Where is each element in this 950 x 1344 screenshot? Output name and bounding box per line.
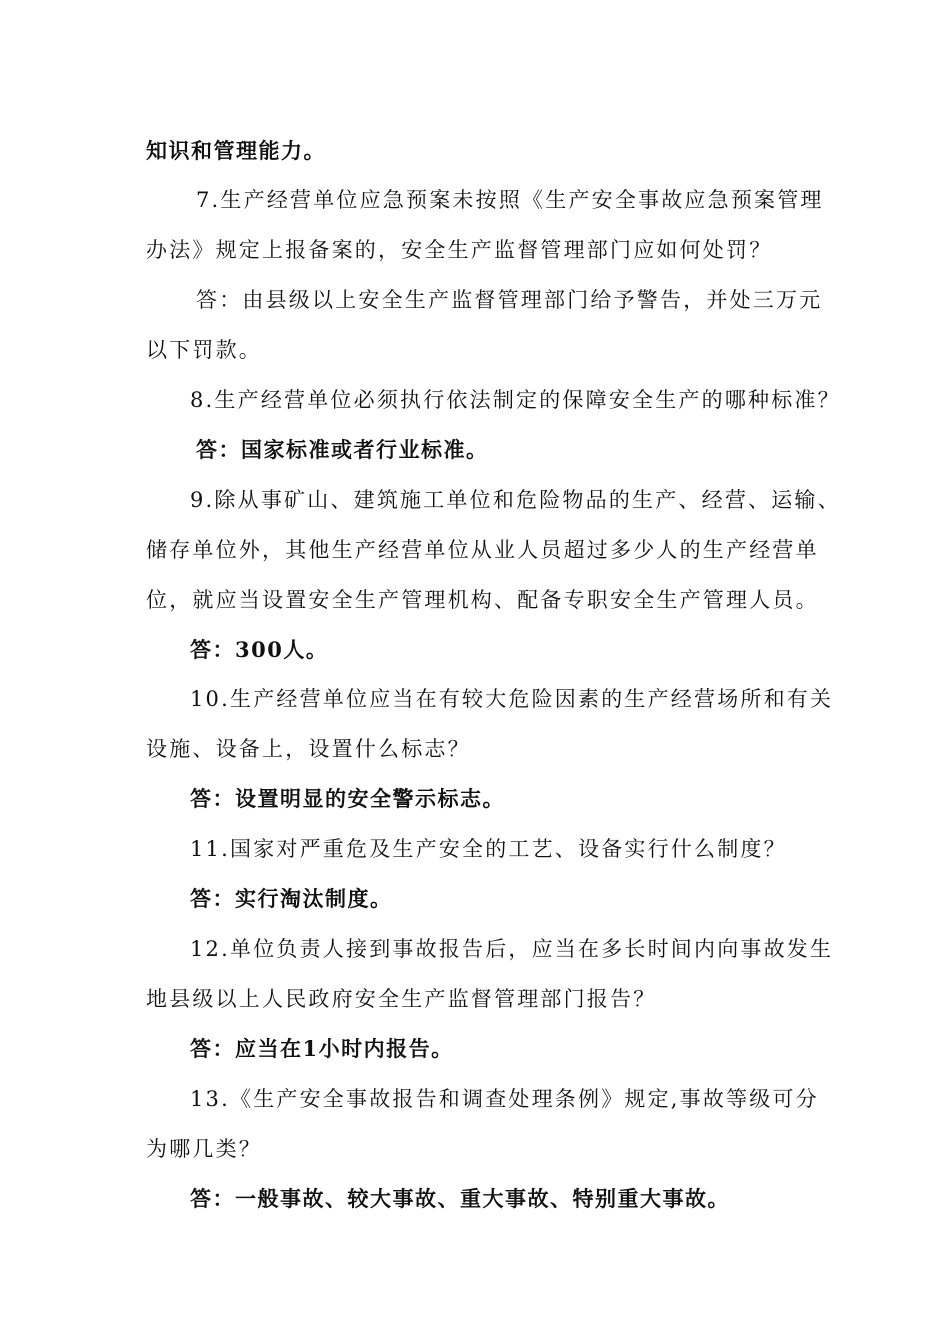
question-7-line-2: 办法》规定上报备案的，安全生产监督管理部门应如何处罚？: [146, 238, 773, 262]
question-10-line-2: 设施、设备上，设置什么标志？: [146, 737, 471, 761]
question-9-line-1: 9.除从事矿山、建筑施工单位和危险物品的生产、经营、运输、: [190, 488, 841, 512]
answer-7-line-1: 答：由县级以上安全生产监督管理部门给予警告，并处三万元: [196, 288, 823, 312]
answer-13: 答：一般事故、较大事故、重大事故、特别重大事故。: [190, 1186, 730, 1211]
answer-12: 答：应当在1小时内报告。: [190, 1036, 454, 1061]
question-12-line-1: 12.单位负责人接到事故报告后，应当在多长时间内向事故发生: [190, 937, 834, 961]
answer-10: 答：设置明显的安全警示标志。: [190, 786, 505, 811]
answer-9: 答：300人。: [190, 637, 329, 662]
text-line-continuation: 知识和管理能力。: [146, 138, 326, 163]
answer-11: 答：实行淘汰制度。: [190, 886, 393, 911]
question-8: 8.生产经营单位必须执行依法制定的保障安全生产的哪种标准？: [190, 388, 841, 412]
question-13-line-2: 为哪几类？: [146, 1137, 262, 1161]
question-13-line-1: 13.《生产安全事故报告和调查处理条例》规定,事故等级可分: [190, 1087, 819, 1111]
answer-7-line-2: 以下罚款。: [146, 338, 262, 362]
question-11: 11.国家对严重危及生产安全的工艺、设备实行什么制度？: [190, 837, 787, 861]
question-9-line-2: 储存单位外，其他生产经营单位从业人员超过多少人的生产经营单: [146, 538, 819, 562]
answer-8: 答：国家标准或者行业标准。: [196, 437, 489, 462]
question-12-line-2: 地县级以上人民政府安全生产监督管理部门报告？: [146, 987, 657, 1011]
question-9-line-3: 位，就应当设置安全生产管理机构、配备专职安全生产管理人员。: [146, 588, 819, 612]
question-10-line-1: 10.生产经营单位应当在有较大危险因素的生产经营场所和有关: [190, 687, 834, 711]
question-7-line-1: 7.生产经营单位应急预案未按照《生产安全事故应急预案管理: [196, 188, 824, 212]
